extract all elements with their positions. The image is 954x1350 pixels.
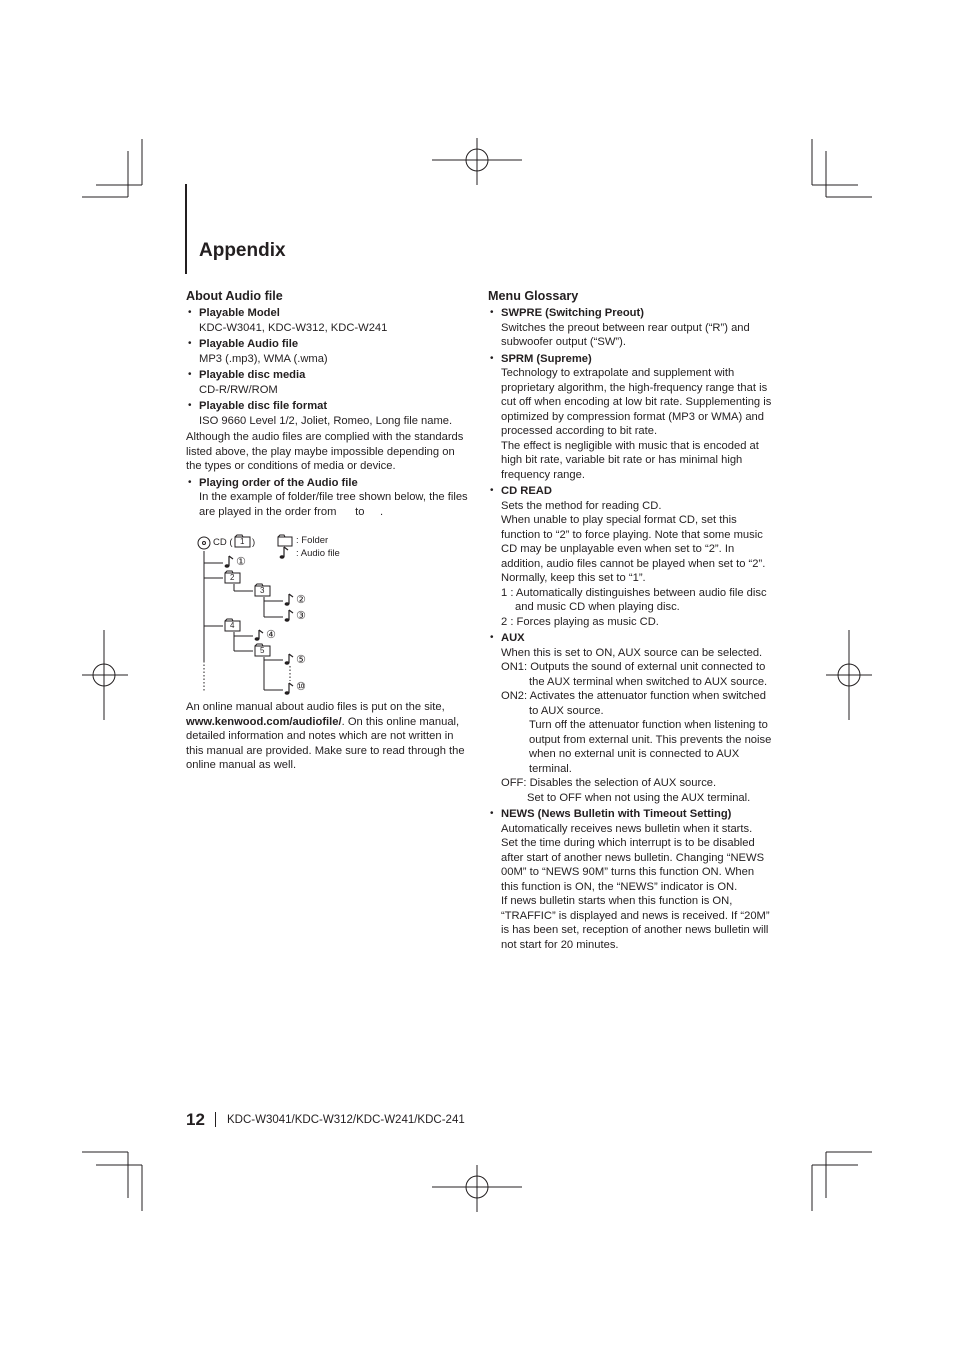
cd-label-close: ) <box>252 537 256 548</box>
glossary-item-swpre <box>488 306 772 350</box>
footer-divider <box>215 1112 216 1127</box>
cd-label: CD ( <box>213 537 233 548</box>
item-label: • CD READ <box>501 485 552 497</box>
option-text: OFF: Disables the selection of AUX source. <box>501 777 717 789</box>
online-manual-note <box>186 700 468 773</box>
item-text: Technology to extrapolate and supplement with proprietary algorithm, the high-frequency range that is cut off when encoding at low bit rate. Supplementing is optimized by compression format (MP3 or WMA) and processed according to bit rate. <box>501 367 772 437</box>
file-number: ⑩ <box>296 681 306 693</box>
about-audio-heading: About Audio file <box>186 289 283 303</box>
list-item <box>186 306 468 335</box>
item-label: • Playable Model <box>199 307 280 319</box>
item-label: • NEWS (News Bulletin with Timeout Setting) <box>501 808 732 820</box>
folder-label: 3 <box>260 586 265 595</box>
folder-label: 4 <box>230 621 235 630</box>
option-text: ON1: Outputs the sound of external unit connected to the AUX terminal when switched to AUX source. <box>501 661 768 688</box>
item-text: When this is set to ON, AUX source can be selected. <box>501 646 763 659</box>
file-number: ③ <box>296 610 306 622</box>
item-text: ISO 9660 Level 1/2, Joliet, Romeo, Long file name. <box>199 414 453 427</box>
item-label: • Playing order of the Audio file <box>199 476 358 489</box>
glossary-item-news <box>488 807 772 952</box>
option-text: Set to OFF when not using the AUX terminal. <box>527 791 751 804</box>
option-text: 2 : Forces playing as music CD. <box>501 615 659 628</box>
option-text: ON2: Activates the attenuator function when switched to AUX source. <box>501 690 766 717</box>
item-text: CD-R/RW/ROM <box>199 383 278 396</box>
glossary-item-aux <box>488 631 772 805</box>
online-text: . On this online manual, detailed information and notes which are not written in this manual are provided. Make sure to read through the online manual as well. <box>186 715 465 771</box>
item-text: When unable to play special format CD, set this function to “2” to force playing. Note that some music CD may be unplayable even when set to “2”. In addition, audio files cannot be played when set to “2”. Normally, keep this set to “1”. <box>501 514 766 584</box>
item-text: If news bulletin starts when this function is ON, “TRAFFIC” is displayed and news is received. If “20M” is has been set, reception of another news bulletin will not start for 20 minutes. <box>501 895 770 951</box>
file-legend: : Audio file <box>296 548 340 559</box>
item-text: Automatically receives news bulletin when it starts. Set the time during which interrupt is to be disabled after start of another news bulletin. Changing “NEWS 00M” to “NEWS 90M” turns this function ON. When this function is ON, the “NEWS” indicator is ON. <box>501 822 765 893</box>
glossary-item-cd-read <box>488 484 772 629</box>
item-label: • Playable Audio file <box>199 338 299 350</box>
file-number: ⑤ <box>296 654 306 666</box>
page-title: Appendix <box>199 240 286 261</box>
file-number: ② <box>296 594 306 606</box>
folder-label: 5 <box>260 646 265 655</box>
list-item <box>186 476 468 520</box>
list-item <box>186 368 468 397</box>
page-number: 12 <box>186 1110 205 1129</box>
option-text: Turn off the attenuator function when listening to output from external unit. This prevents the noise when no external unit is connected to AUX terminal. <box>529 719 772 775</box>
list-item <box>186 399 468 428</box>
item-label: • SPRM (Supreme) <box>501 352 592 365</box>
item-text: Sets the method for reading CD. <box>501 499 662 512</box>
folder-label: 1 <box>240 537 245 546</box>
menu-glossary-heading: Menu Glossary <box>488 289 579 303</box>
item-text: KDC-W3041, KDC-W312, KDC-W241 <box>199 321 388 334</box>
model-list: KDC-W3041/KDC-W312/KDC-W241/KDC-241 <box>227 1114 465 1126</box>
item-label: • AUX <box>501 632 525 644</box>
right-column <box>488 288 772 954</box>
item-label: • SWPRE (Switching Preout) <box>501 307 644 319</box>
item-text: Switches the preout between rear output (“R”) and subwoofer output (“SW”). <box>501 321 750 348</box>
file-number: ④ <box>266 629 276 641</box>
online-manual-link[interactable]: www.kenwood.com/audiofile/ <box>186 715 342 728</box>
folder-legend: : Folder <box>296 535 329 546</box>
item-text: MP3 (.mp3), WMA (.wma) <box>199 352 328 365</box>
glossary-item-sprm <box>488 352 772 483</box>
compliance-note: Although the audio files are complied with the standards listed above, the play maybe impossible depending on the types or conditions of media or device. <box>186 431 464 472</box>
item-text: The effect is negligible with music that is encoded at high bit rate, variable bit rate or has minimal high frequency range. <box>501 439 759 481</box>
folder-label: 2 <box>230 573 235 582</box>
title-bar <box>185 184 187 274</box>
item-text: In the example of folder/file tree shown below, the files are played in the order from to . <box>199 491 468 518</box>
item-label: • Playable disc file format <box>199 400 328 412</box>
item-label: • Playable disc media <box>199 369 306 381</box>
option-text: 1 : Automatically distinguishes between audio file disc and music CD when playing disc. <box>501 586 767 613</box>
list-item <box>186 337 468 366</box>
folder-file-tree <box>195 533 425 698</box>
left-column <box>186 288 468 521</box>
file-number: ① <box>236 556 246 568</box>
online-text: An online manual about audio files is put on the site, <box>186 701 445 713</box>
